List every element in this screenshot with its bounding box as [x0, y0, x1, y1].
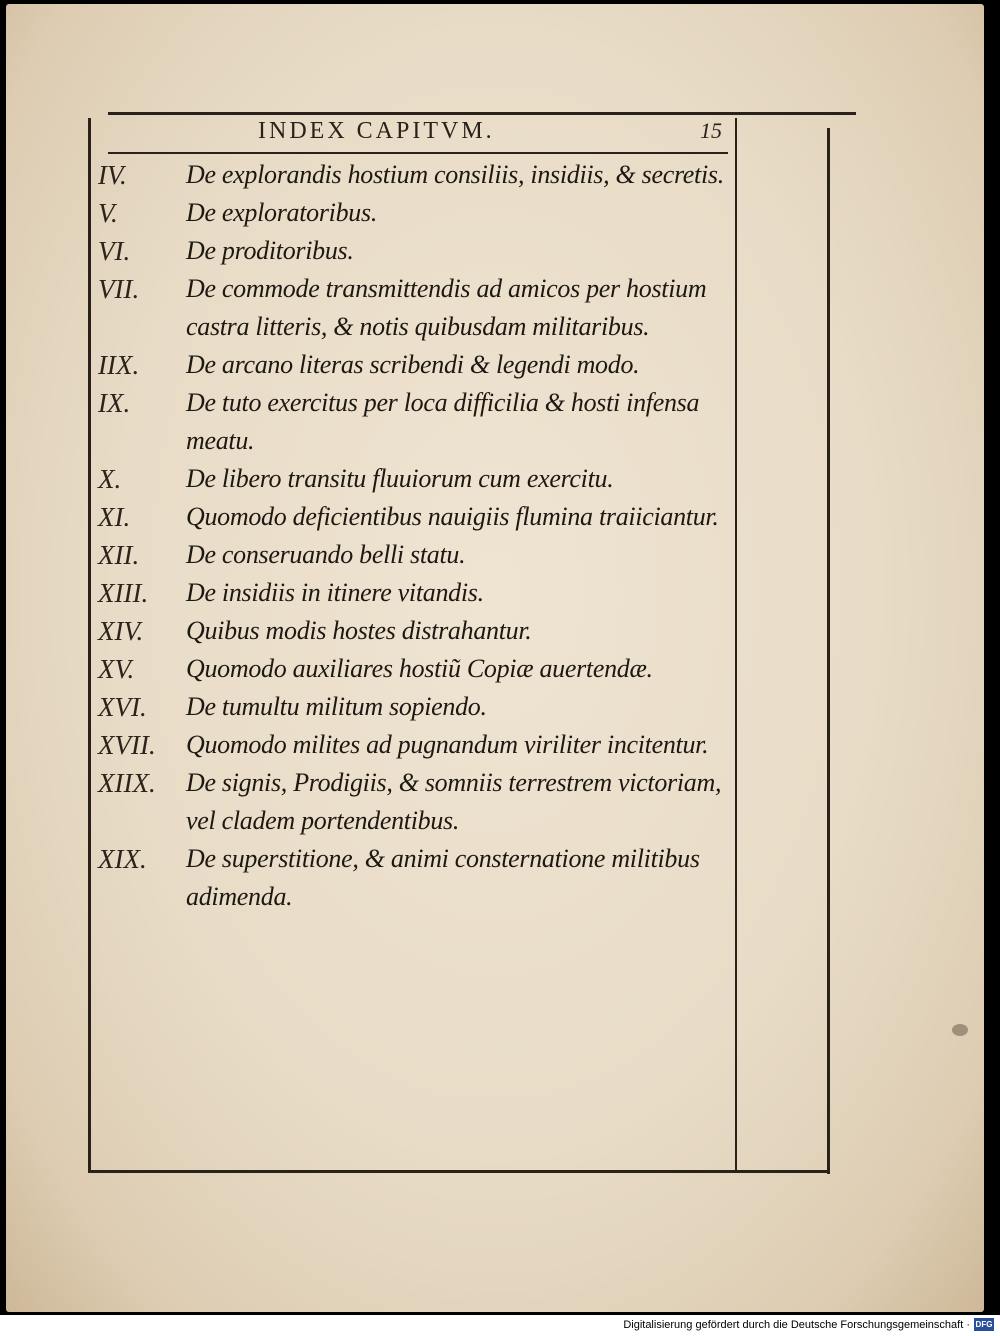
- chapter-number: VII.: [98, 274, 140, 304]
- chapter-title: De conseruando belli statu.: [186, 540, 466, 569]
- index-entry: [98, 498, 738, 536]
- index-entry: [98, 688, 738, 726]
- running-header: [0, 118, 1000, 148]
- index-entry: [98, 270, 738, 346]
- chapter-number: X.: [98, 464, 122, 494]
- chapter-title: Quomodo deficientibus nauigiis flumina traiiciantur.: [186, 502, 719, 531]
- chapter-title: De signis, Prodigiis, & somniis terrestrem victoriam, vel cladem portendentibus.: [186, 768, 722, 835]
- header-underline: [108, 152, 728, 154]
- index-entry: [98, 612, 738, 650]
- index-entry: [98, 536, 738, 574]
- index-entry: [98, 194, 738, 232]
- index-entry: [98, 764, 738, 840]
- bottom-rule: [88, 1170, 830, 1173]
- index-entry: [98, 726, 738, 764]
- chapter-title: De proditoribus.: [186, 236, 354, 265]
- chapter-index: [98, 156, 738, 916]
- ink-stain: [952, 1024, 968, 1036]
- index-entry: [98, 460, 738, 498]
- funding-credit: Digitalisierung gefördert durch die Deutsche Forschungsgemeinschaft ·: [623, 1319, 970, 1331]
- index-entry: [98, 574, 738, 612]
- chapter-title: De libero transitu fluuiorum cum exercitu.: [186, 464, 614, 493]
- left-border: [88, 118, 91, 1170]
- index-entry: [98, 156, 738, 194]
- chapter-number: IX.: [98, 388, 131, 418]
- index-title: INDEX CAPITVM.: [258, 118, 495, 144]
- chapter-number: V.: [98, 198, 118, 228]
- index-entry: [98, 346, 738, 384]
- chapter-number: XIII.: [98, 578, 149, 608]
- outer-right-border: [827, 128, 830, 1174]
- chapter-number: XVII.: [98, 730, 156, 760]
- chapter-number: VI.: [98, 236, 131, 266]
- chapter-number: XV.: [98, 654, 135, 684]
- index-entry: [98, 650, 738, 688]
- dfg-logo-icon: DFG: [975, 1320, 993, 1329]
- chapter-title: De insidiis in itinere vitandis.: [186, 578, 484, 607]
- chapter-title: De commode transmittendis ad amicos per hostium castra litteris, & notis quibusdam militaribus.: [186, 274, 707, 341]
- chapter-number: IIX.: [98, 350, 140, 380]
- chapter-number: XI.: [98, 502, 131, 532]
- chapter-title: De tuto exercitus per loca difficilia & hosti infensa meatu.: [186, 388, 700, 455]
- chapter-title: De exploratoribus.: [186, 198, 378, 227]
- digitization-footer: [0, 1315, 1000, 1336]
- chapter-number: XIX.: [98, 844, 147, 874]
- index-entry: [98, 384, 738, 460]
- chapter-title: De arcano literas scribendi & legendi modo.: [186, 350, 640, 379]
- top-rule: [108, 112, 856, 115]
- chapter-title: De tumultu militum sopiendo.: [186, 692, 487, 721]
- chapter-title: De explorandis hostium consiliis, insidiis, & secretis.: [186, 160, 724, 189]
- page-number: 15: [700, 118, 722, 143]
- chapter-number: XIIX.: [98, 768, 156, 798]
- chapter-title: De superstitione, & animi consternatione militibus adimenda.: [186, 844, 700, 911]
- index-entry: [98, 232, 738, 270]
- chapter-title: Quomodo auxiliares hostiũ Copiæ auertendæ.: [186, 654, 653, 683]
- chapter-number: XII.: [98, 540, 140, 570]
- index-entry: [98, 840, 738, 916]
- chapter-number: XIV.: [98, 616, 144, 646]
- chapter-number: IV.: [98, 160, 127, 190]
- chapter-title: Quomodo milites ad pugnandum viriliter incitentur.: [186, 730, 709, 759]
- chapter-number: XVI.: [98, 692, 147, 722]
- chapter-title: Quibus modis hostes distrahantur.: [186, 616, 532, 645]
